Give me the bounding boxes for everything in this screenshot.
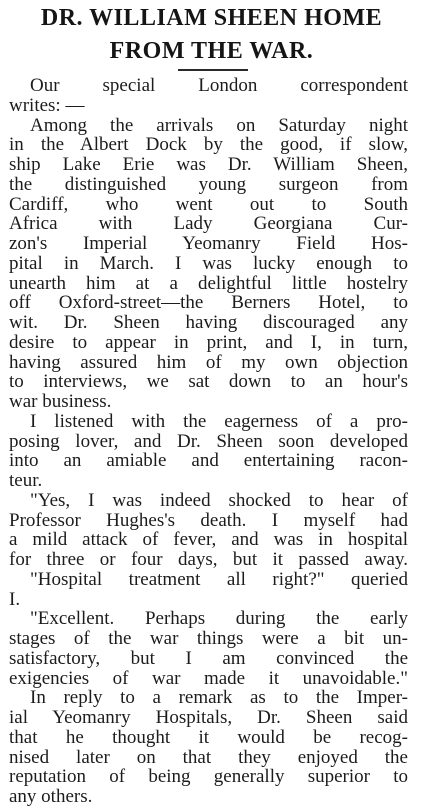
article-line: in the Albert Dock by the good, if slow, [9,134,408,156]
article-line: ship Lake Erie was Dr. William Sheen, [9,154,408,175]
article-line: stages of the war things were a bit un- [9,628,408,649]
article-line: reputation of being generally superior to [9,766,408,788]
article-line: having assured him of my own objection [9,351,408,373]
article-line: desire to appear in print, and I, in turn, [9,331,408,353]
article-line: that he thought it would be recog- [9,726,408,748]
article-line: for three or four days, but it passed away. [9,549,408,570]
article-line: nised later on that they enjoyed the [9,746,408,768]
article-line: pital in March. I was lucky enough to [9,252,408,274]
article-line: writes: — [9,94,85,116]
article-line: "Excellent. Perhaps during the early [30,608,408,630]
article-line: Professor Hughes's death. I myself had [9,509,408,531]
article-line: "Yes, I was indeed shocked to hear of [30,489,408,511]
article-line: a mild attack of fever, and was in hospital [9,529,408,551]
article-line: ial Yeomanry Hospitals, Dr. Sheen said [9,707,408,728]
article-line: into an amiable and entertaining racon- [9,450,408,472]
article-headline [4,2,419,68]
article-line: I. [9,588,21,610]
article-line: In reply to a remark as to the Imper- [30,687,408,709]
article-line: to interviews, we sat down to an hour's [9,371,408,393]
article-line: unearth him at a delightful little hostelry [9,272,408,294]
article-line: Africa with Lady Georgiana Cur- [9,213,408,235]
article-line: Cardiff, who went out to South [9,193,408,215]
article-line: I listened with the eagerness of a pro- [30,410,408,432]
headline-rule [178,69,248,71]
article-line: the distinguished young surgeon from [9,173,408,195]
article-line: Our special London correspondent [30,75,408,96]
article-line: Among the arrivals on Saturday night [30,114,408,136]
article-line: off Oxford-street—the Berners Hotel, to [9,292,408,314]
article-line: "Hospital treatment all right?" queried [30,568,408,590]
article-line: war business. [9,391,112,412]
headline-line: DR. WILLIAM SHEEN HOME [40,5,383,31]
article-line: teur. [9,470,43,491]
article-line: posing lover, and Dr. Sheen soon developed [9,430,408,452]
article-line: satisfactory, but I am convinced the [9,647,408,669]
headline-line: FROM THE WAR. [109,38,314,64]
article-line: wit. Dr. Sheen having discouraged any [9,312,408,333]
article-line: zon's Imperial Yeomanry Field Hos- [9,233,408,254]
article-line: exigencies of war made it unavoidable." [9,667,408,689]
article-line: any others. [9,786,93,807]
